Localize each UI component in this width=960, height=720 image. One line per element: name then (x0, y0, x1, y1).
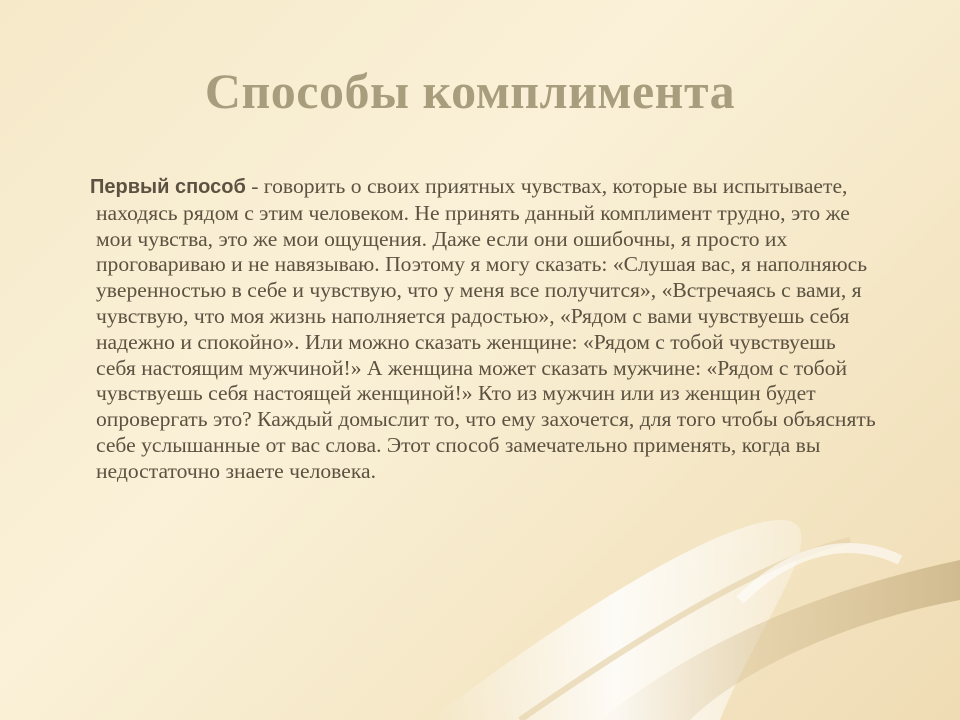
slide-paragraph (90, 174, 876, 485)
swoosh-curve-light (430, 520, 802, 720)
slide-title: Способы комплимента (204, 63, 736, 119)
lead-term: Первый способ (90, 176, 246, 198)
paragraph-text: - говорить о своих приятных чувствах, которые вы испытываете, находясь рядом с этим человеком. Не принять данный комплимент трудно, это же мои чувства, это же мои ощущения. Даже если они ошибочны, я просто их проговариваю и не навязываю. Поэтому я могу сказать: «Слушая вас, я наполняюсь уверенностью в себе и чувствую, что у меня все получится», «Встречаясь с вами, я чувствую, что моя жизнь наполняется радостью», «Рядом с вами чувствуешь себя надежно и спокойно». Или можно сказать женщине: «Рядом с тобой чувствуешь себя настоящим мужчиной!» А женщина может сказать мужчине: «Рядом с тобой чувствуешь себя настоящей женщиной!» Кто из мужчин или из женщин будет опровергать это? Каждый домыслит то, что ему захочется, для того чтобы объяснять себе услышанные от вас слова. Этот способ замечательно применять, когда вы недостаточно знаете человека. (96, 174, 876, 483)
